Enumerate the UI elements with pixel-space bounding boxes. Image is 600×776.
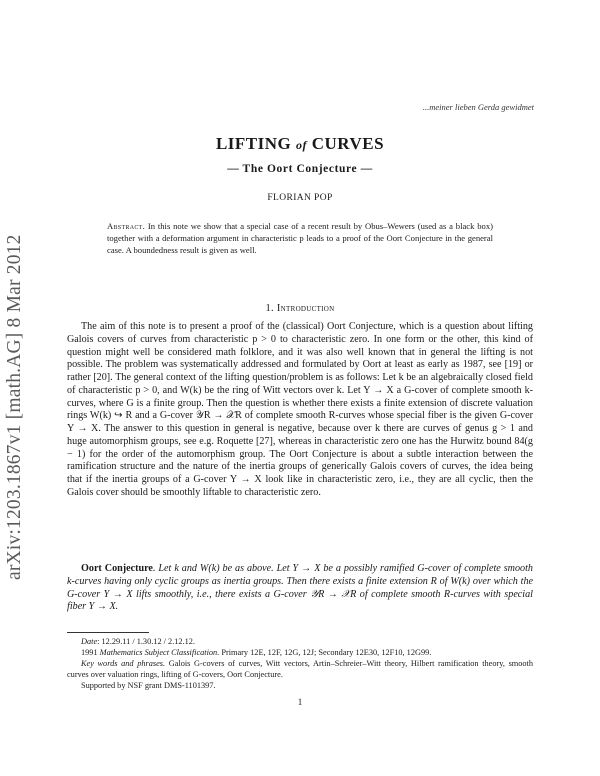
abstract-label: Abstract. [107,221,146,231]
keywords-label: Key words and phrases. [81,659,166,668]
msc-year: 1991 [81,648,98,657]
conjecture-statement [67,563,533,614]
footnote-rule [67,632,149,633]
date-label: Date [81,637,98,646]
date-value: : 12.29.11 / 1.30.12 / 2.12.12. [97,637,196,646]
intro-paragraph: The aim of this note is to present a proof of the (classical) Oort Conjecture, which is a question about lifting Galois covers of curves from characteristic p > 0 to characteristic zero. In one form or the other, this kind of question might well be considered math folklore, and it was also well known that in general the lifting is not possible. The problem was systematically addressed and formulated by Oort at least as early as 1987, see [19] or rather [20]. The general context of the lifting question/problem is as follows: Let k be an algebraically closed field of characteristic p > 0, and W(k) be the ring of Witt vectors over k. Let Y → X a G-cover of complete smooth k-curves, where G is a finite group. Then the question is whether there exists a finite extension of discrete valuation rings W(k) ↪ R and a G-cover 𝒴R → 𝒳R of complete smooth R-curves whose special fiber is the given G-cover Y → X. The answer to this question in general is negative, because over k there are curves of genus g > 1 and huge automorphism groups, see e.g. Roquette [27], whereas in characteristic zero one has the Hurwitz bound 84(g − 1) for the order of the automorphism group. The Oort Conjecture is about a subtle interaction between the ramification structure and the nature of the inertia groups of generically Galois covers of curves, the idea being that if the inertia groups of a G-cover Y → X look like in characteristic zero, i.e., they are all cyclic, then the Galois cover should be smoothly liftable to characteristic zero. [67,321,533,498]
section-heading: 1. Introduction [265,303,335,314]
title-part-1: LIFTING [215,134,292,153]
arxiv-stamp: arXiv:1203.1867v1 [math.AG] 8 Mar 2012 [4,234,25,580]
title-part-3: CURVES [311,134,385,153]
abstract [107,220,493,256]
paper-subtitle: — The Oort Conjecture — [227,163,373,175]
footnote-date [67,636,533,647]
conjecture-text: Let Y → X be a possibly ramified G-cover of complete smooth k-curves having only cyclic groups as inertia groups. Then there exists a finite extension R of W(k) over which the G-cover Y → X lifts smoothly, i.e., there exists a G-cover 𝒴R → 𝒳R of complete smooth R-curves with special fiber Y → X. [67,563,533,613]
page-number: 1 [297,697,303,707]
abstract-text: In this note we show that a special case of a recent result by Obus–Wewers (used as a black box) together with a deformation argument in characteristic p leads to a proof of the Oort Conjecture in the general case. A boundedness result is given as well. [107,221,493,255]
footnote-keywords [67,658,533,680]
keywords-value: Galois G-covers of curves, Witt vectors, Artin–Schreier–Witt theory, Hilbert ramification theory, smooth curves over valuation rings, lifting of G-covers, Oort Conjecture. [67,659,534,679]
footnote-support: Supported by NSF grant DMS-1101397. [81,681,216,690]
msc-label: Mathematics Subject Classification. [99,648,220,657]
conjecture-lead: . Let k and W(k) be as above. [152,563,274,574]
paper-title [0,134,600,154]
author-name: FLORIAN POP [267,193,333,203]
dedication: ...meiner lieben Gerda gewidmet [422,102,534,112]
footnote-msc [67,647,533,658]
msc-value: Primary 12E, 12F, 12G, 12J; Secondary 12E30, 12F10, 12G99. [219,648,432,657]
conjecture-name: Oort Conjecture [81,563,153,574]
title-part-2: of [295,138,307,152]
footnotes [67,636,533,691]
